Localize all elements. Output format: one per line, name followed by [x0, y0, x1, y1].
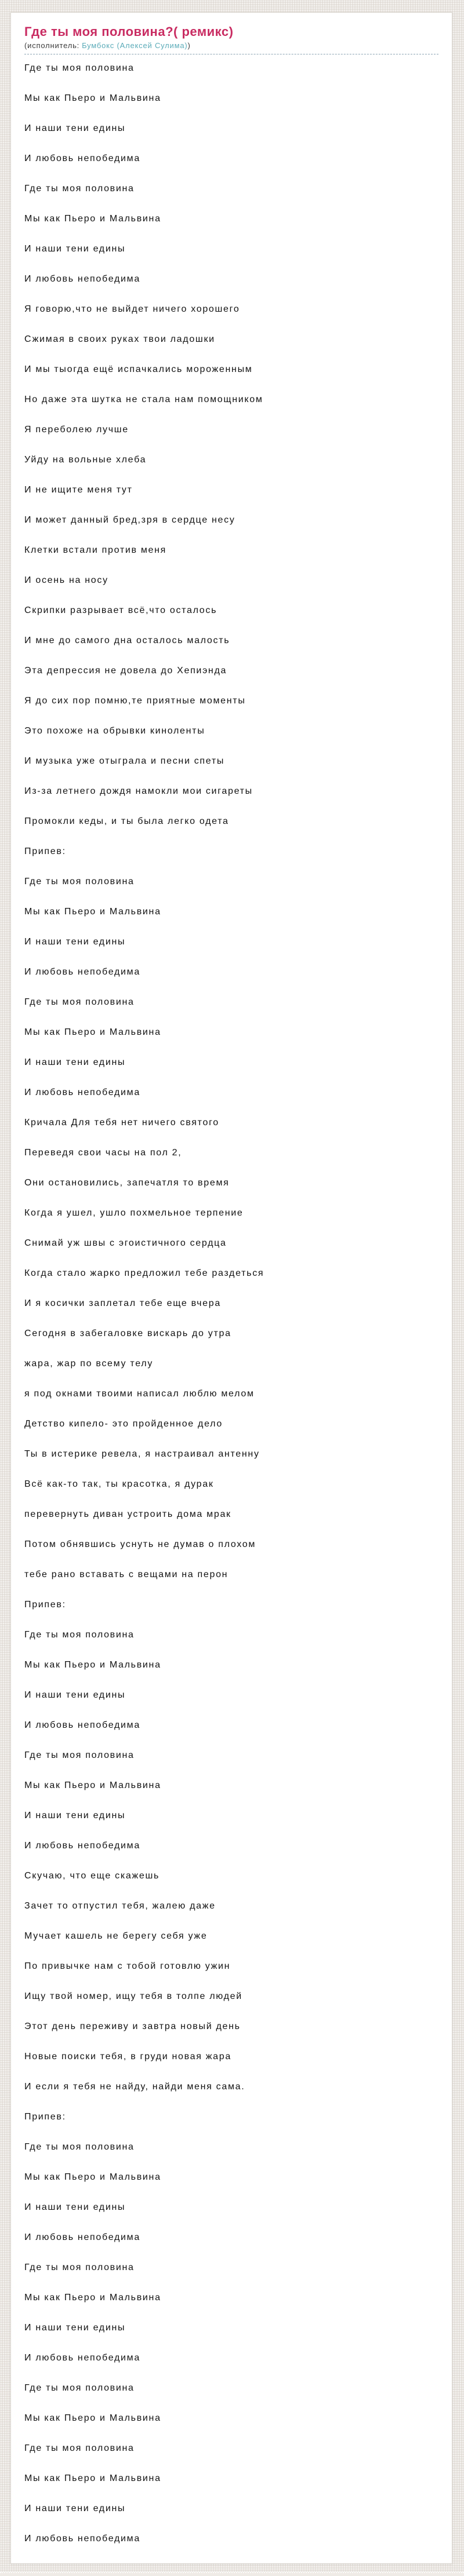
lyric-line: Где ты моя половина — [24, 63, 135, 73]
lyric-line: Мы как Пьеро и Мальвина — [24, 2413, 161, 2423]
lyric-line: И осень на носу — [24, 575, 108, 585]
lyric-line: Где ты моя половина — [24, 1750, 135, 1760]
lyric-line: Где ты моя половина — [24, 1630, 135, 1640]
lyric-line: Мы как Пьеро и Мальвина — [24, 1780, 161, 1790]
lyric-line: тебе рано вставать с вещами на перон — [24, 1570, 229, 1579]
song-header — [24, 25, 438, 54]
lyric-line: Они остановились, запечатля то время — [24, 1178, 230, 1188]
lyric-line: И наши тени едины — [24, 2202, 126, 2212]
lyric-line: И любовь непобедима — [24, 2232, 140, 2242]
lyric-line: Когда я ушел, ушло похмельное терпение — [24, 1208, 244, 1218]
lyric-line: И любовь непобедима — [24, 1720, 140, 1730]
song-title: Где ты моя половина?( ремикс) — [24, 24, 234, 39]
lyric-line: Припев: — [24, 2112, 66, 2122]
lyric-line: перевернуть диван устроить дома мрак — [24, 1509, 231, 1519]
lyric-line: Скрипки разрывает всё,что осталось — [24, 605, 217, 615]
lyric-line: Клетки встали против меня — [24, 545, 167, 555]
lyric-line: И я косички заплетал тебе еще вчера — [24, 1298, 221, 1308]
artist-prefix: (исполнитель: — [24, 41, 80, 50]
lyric-line: Мы как Пьеро и Мальвина — [24, 1660, 161, 1670]
lyric-line: И любовь непобедима — [24, 274, 140, 284]
lyric-line: Уйду на вольные хлеба — [24, 455, 147, 465]
lyric-line: И любовь непобедима — [24, 154, 140, 163]
lyric-line: И мы тыогда ещё испачкались мороженным — [24, 364, 253, 374]
lyrics-text — [24, 54, 438, 2545]
lyric-line: Я говорю,что не выйдет ничего хорошего — [24, 304, 240, 314]
artist-link[interactable]: Бумбокс (Алексей Сулима) — [82, 41, 188, 50]
lyric-line: Мы как Пьеро и Мальвина — [24, 907, 161, 917]
lyric-line: Кричала Для тебя нет ничего святого — [24, 1118, 219, 1128]
lyric-line: И мне до самого дна осталось малость — [24, 636, 230, 645]
lyric-line: Где ты моя половина — [24, 877, 135, 886]
lyric-line: И наши тени едины — [24, 1057, 126, 1067]
lyric-line: Ты в истерике ревела, я настраивал антенну — [24, 1449, 260, 1459]
lyric-line: Этот день переживу и завтра новый день — [24, 2022, 241, 2031]
lyric-line: Мы как Пьеро и Мальвина — [24, 1027, 161, 1037]
artist-suffix: ) — [187, 41, 191, 50]
lyric-line: И любовь непобедима — [24, 2534, 140, 2544]
lyric-line: И любовь непобедима — [24, 1841, 140, 1851]
lyric-line: Эта депрессия не довела до Хепиэнда — [24, 666, 227, 676]
lyric-line: И наши тени едины — [24, 244, 126, 254]
lyric-line: Где ты моя половина — [24, 184, 135, 194]
lyric-line: Потом обнявшись уснуть не думав о плохом — [24, 1539, 256, 1549]
lyric-line: Где ты моя половина — [24, 2142, 135, 2152]
artist-line — [24, 41, 438, 50]
lyric-line: Мы как Пьеро и Мальвина — [24, 2172, 161, 2182]
lyric-line: Припев: — [24, 846, 66, 856]
lyric-line: Я до сих пор помню,те приятные моменты — [24, 696, 246, 706]
lyric-line: Из-за летнего дождя намокли мои сигареты — [24, 786, 253, 796]
lyric-line: Зачет то отпустил тебя, жалею даже — [24, 1901, 216, 1911]
lyric-line: И любовь непобедима — [24, 2353, 140, 2363]
lyric-line: По привычке нам с тобой готовлю ужин — [24, 1961, 231, 1971]
lyric-line: Мы как Пьеро и Мальвина — [24, 214, 161, 224]
footer-strip — [0, 2572, 464, 2576]
lyric-line: Мы как Пьеро и Мальвина — [24, 2473, 161, 2483]
lyric-line: И наши тени едины — [24, 937, 126, 947]
lyric-line: И не ищите меня тут — [24, 485, 133, 495]
lyric-line: Где ты моя половина — [24, 2383, 135, 2393]
lyric-line: Скучаю, что еще скажешь — [24, 1871, 160, 1881]
lyric-line: И наши тени едины — [24, 123, 126, 133]
lyric-line: Мучает кашель не берегу себя уже — [24, 1931, 208, 1941]
lyric-line: Переведя свои часы на пол 2, — [24, 1148, 182, 1158]
lyric-line: Где ты моя половина — [24, 2443, 135, 2453]
lyric-line: жара, жар по всему телу — [24, 1359, 154, 1369]
lyric-line: И наши тени едины — [24, 2323, 126, 2333]
lyric-line: И если я тебя не найду, найди меня сама. — [24, 2082, 245, 2092]
lyric-line: И любовь непобедима — [24, 967, 140, 977]
lyric-line: я под окнами твоими написал люблю мелом — [24, 1389, 255, 1399]
lyric-line: И наши тени едины — [24, 1690, 126, 1700]
lyric-line: И любовь непобедима — [24, 1088, 140, 1097]
lyric-line: Мы как Пьеро и Мальвина — [24, 2293, 161, 2303]
lyric-line: Детство кипело- это пройденное дело — [24, 1419, 223, 1429]
lyric-line: Ищу твой номер, ищу тебя в толпе людей — [24, 1991, 242, 2001]
lyric-line: Промокли кеды, и ты была легко одета — [24, 816, 229, 826]
lyric-line: Снимай уж швы с эгоистичного сердца — [24, 1238, 227, 1248]
lyric-line: Сегодня в забегаловке вискарь до утра — [24, 1329, 231, 1338]
lyric-line: И может данный бред,зря в сердце несу — [24, 515, 235, 525]
lyric-line: Я переболею лучше — [24, 425, 129, 435]
lyrics-card — [10, 12, 452, 2564]
lyric-line: Сжимая в своих руках твои ладошки — [24, 334, 215, 344]
lyric-line: Припев: — [24, 1600, 66, 1610]
lyric-line: Где ты моя половина — [24, 997, 135, 1007]
lyric-line: Мы как Пьеро и Мальвина — [24, 93, 161, 103]
lyric-line: Но даже эта шутка не стала нам помощником — [24, 395, 263, 404]
lyric-line: И наши тени едины — [24, 2504, 126, 2513]
lyric-line: Где ты моя половина — [24, 2263, 135, 2272]
lyric-line: И наши тени едины — [24, 1811, 126, 1820]
lyric-line: Всё как-то так, ты красотка, я дурак — [24, 1479, 214, 1489]
lyric-line: Когда стало жарко предложил тебе раздеться — [24, 1268, 264, 1278]
lyric-line: Это похоже на обрывки киноленты — [24, 726, 205, 736]
lyric-line: Новые поиски тебя, в груди новая жара — [24, 2052, 231, 2061]
lyric-line: И музыка уже отыграла и песни спеты — [24, 756, 225, 766]
